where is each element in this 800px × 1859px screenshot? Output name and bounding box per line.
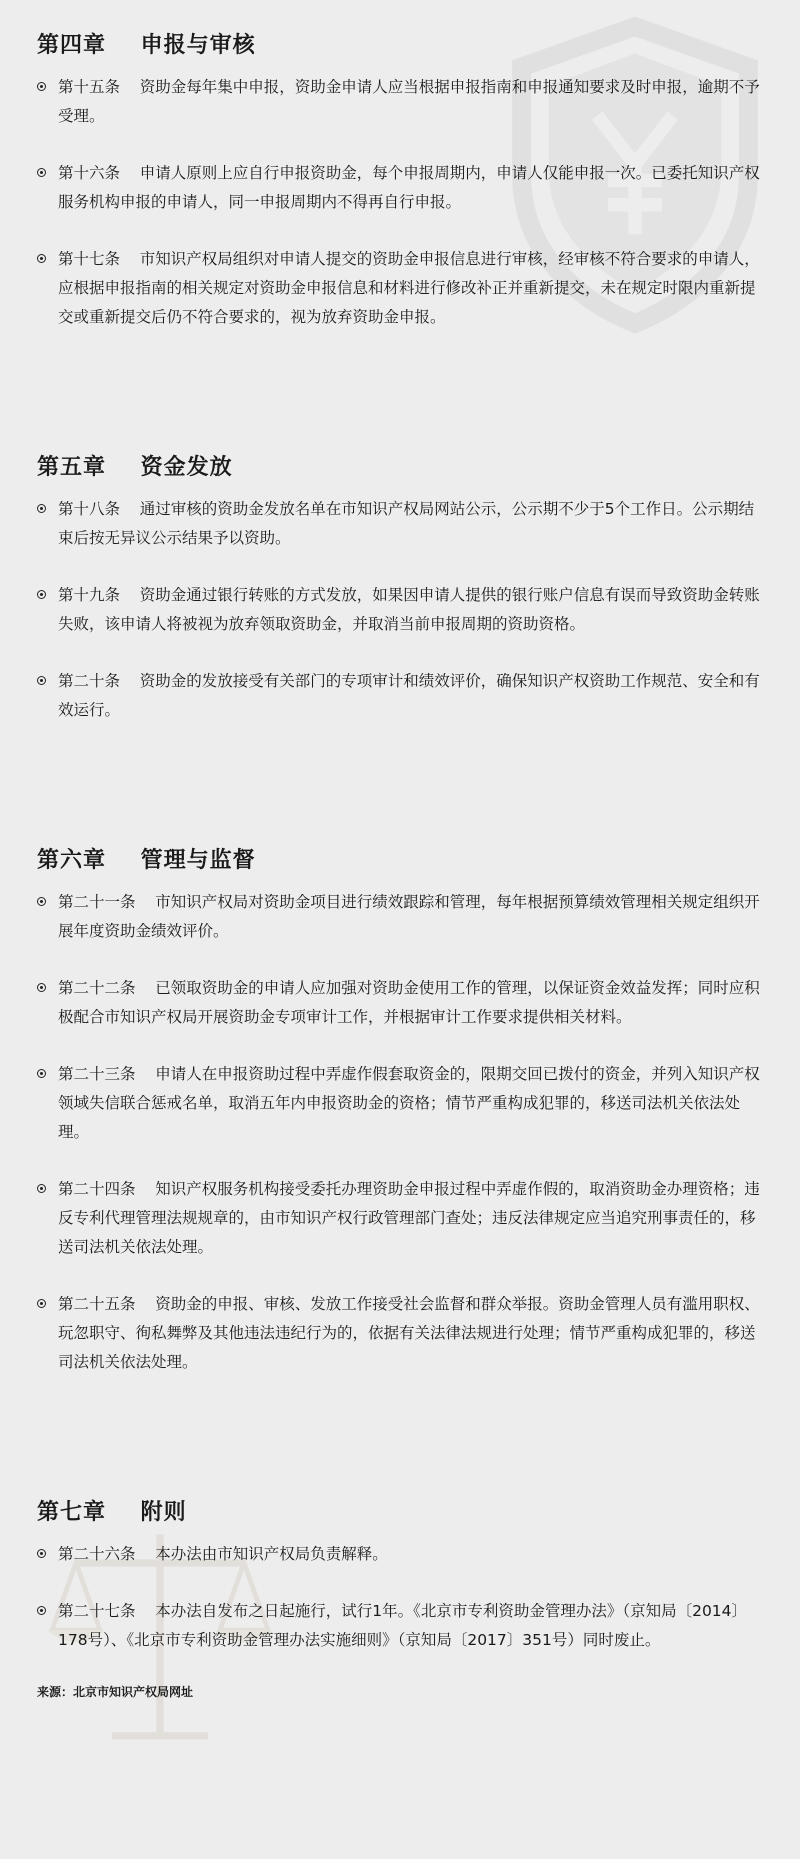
article-number: 第十八条 bbox=[58, 500, 140, 518]
bullet-icon bbox=[37, 1606, 46, 1615]
bullet-icon bbox=[37, 168, 46, 177]
article-number: 第二十一条 bbox=[58, 893, 156, 911]
article-number: 第二十六条 bbox=[58, 1545, 156, 1563]
article-number: 第二十七条 bbox=[58, 1602, 156, 1620]
source-note: 来源：北京市知识产权局网址 bbox=[37, 1685, 194, 1699]
article-text: 资助金每年集中申报，资助金申请人应当根据申报指南和申报通知要求及时申报，逾期不予受理。 bbox=[58, 78, 760, 125]
article-text: 申请人在申报资助过程中弄虚作假套取资金的，限期交回已拨付的资金，并列入知识产权领域失信联合惩戒名单，取消五年内申报资助金的资格；情节严重构成犯罪的，移送司法机关依法处理。 bbox=[58, 1065, 760, 1141]
article-number: 第十五条 bbox=[58, 78, 140, 96]
chapter-6 bbox=[37, 843, 763, 1377]
article-text: 市知识产权局对资助金项目进行绩效跟踪和管理，每年根据预算绩效管理相关规定组织开展年度资助金绩效评价。 bbox=[58, 893, 760, 940]
article-item bbox=[37, 888, 763, 946]
article-text: 本办法自发布之日起施行，试行1年。《北京市专利资助金管理办法》（京知局〔2014〕178号）、《北京市专利资助金管理办法实施细则》（京知局〔2017〕351号）同时废止。 bbox=[58, 1602, 748, 1649]
article-item bbox=[37, 581, 763, 639]
article-text: 申请人原则上应自行申报资助金，每个申报周期内，申请人仅能申报一次。已委托知识产权服务机构申报的申请人，同一申报周期内不得再自行申报。 bbox=[58, 164, 760, 211]
bullet-icon bbox=[37, 676, 46, 685]
article-text: 通过审核的资助金发放名单在市知识产权局网站公示，公示期不少于5个工作日。公示期结束后按无异议公示结果予以资助。 bbox=[58, 500, 755, 547]
article-item bbox=[37, 974, 763, 1032]
chapter-4 bbox=[37, 28, 763, 332]
article-text: 本办法由市知识产权局负责解释。 bbox=[155, 1545, 388, 1563]
chapter-5 bbox=[37, 450, 763, 725]
article-item bbox=[37, 1597, 763, 1655]
chapter-title: 第六章 管理与监督 bbox=[37, 848, 256, 873]
article-item bbox=[37, 245, 763, 332]
bullet-icon bbox=[37, 1299, 46, 1308]
bullet-icon bbox=[37, 254, 46, 263]
chapter-title: 第七章 附则 bbox=[37, 1500, 187, 1525]
article-item bbox=[37, 667, 763, 725]
article-number: 第二十二条 bbox=[58, 979, 156, 997]
bullet-icon bbox=[37, 1549, 46, 1558]
bullet-icon bbox=[37, 82, 46, 91]
article-number: 第二十三条 bbox=[58, 1065, 156, 1083]
article-text: 资助金的申报、审核、发放工作接受社会监督和群众举报。资助金管理人员有滥用职权、玩忽职守、徇私舞弊及其他违法违纪行为的，依据有关法律法规进行处理；情节严重构成犯罪的，移送司法机关依法处理。 bbox=[58, 1295, 760, 1371]
article-item bbox=[37, 495, 763, 553]
article-text: 市知识产权局组织对申请人提交的资助金申报信息进行审核，经审核不符合要求的申请人，应根据申报指南的相关规定对资助金申报信息和材料进行修改补正并重新提交，未在规定时限内重新提交或重新提交后仍不符合要求的，视为放弃资助金申报。 bbox=[58, 250, 760, 326]
article-item bbox=[37, 159, 763, 217]
bullet-icon bbox=[37, 590, 46, 599]
article-number: 第二十四条 bbox=[58, 1180, 156, 1198]
article-item bbox=[37, 1175, 763, 1262]
bullet-icon bbox=[37, 1184, 46, 1193]
article-text: 已领取资助金的申请人应加强对资助金使用工作的管理，以保证资金效益发挥；同时应积极配合市知识产权局开展资助金专项审计工作，并根据审计工作要求提供相关材料。 bbox=[58, 979, 760, 1026]
bullet-icon bbox=[37, 897, 46, 906]
article-text: 资助金通过银行转账的方式发放，如果因申请人提供的银行账户信息有误而导致资助金转账失败，该申请人将被视为放弃领取资助金，并取消当前申报周期的资助资格。 bbox=[58, 586, 760, 633]
bullet-icon bbox=[37, 1069, 46, 1078]
article-text: 知识产权服务机构接受委托办理资助金申报过程中弄虚作假的，取消资助金办理资格；违反专利代理管理法规规章的，由市知识产权行政管理部门查处；违反法律规定应当追究刑事责任的，移送司法机关依法处理。 bbox=[58, 1180, 760, 1256]
article-item bbox=[37, 1540, 763, 1569]
article-text: 资助金的发放接受有关部门的专项审计和绩效评价，确保知识产权资助工作规范、安全和有效运行。 bbox=[58, 672, 760, 719]
article-number: 第二十五条 bbox=[58, 1295, 156, 1313]
article-number: 第十六条 bbox=[58, 164, 140, 182]
article-item bbox=[37, 73, 763, 131]
chapter-7 bbox=[37, 1495, 763, 1655]
chapter-title: 第五章 资金发放 bbox=[37, 455, 233, 480]
article-item bbox=[37, 1290, 763, 1377]
bullet-icon bbox=[37, 504, 46, 513]
article-item bbox=[37, 1060, 763, 1147]
article-number: 第十九条 bbox=[58, 586, 140, 604]
chapter-title: 第四章 申报与审核 bbox=[37, 33, 256, 58]
bullet-icon bbox=[37, 983, 46, 992]
article-number: 第二十条 bbox=[58, 672, 140, 690]
article-number: 第十七条 bbox=[58, 250, 140, 268]
